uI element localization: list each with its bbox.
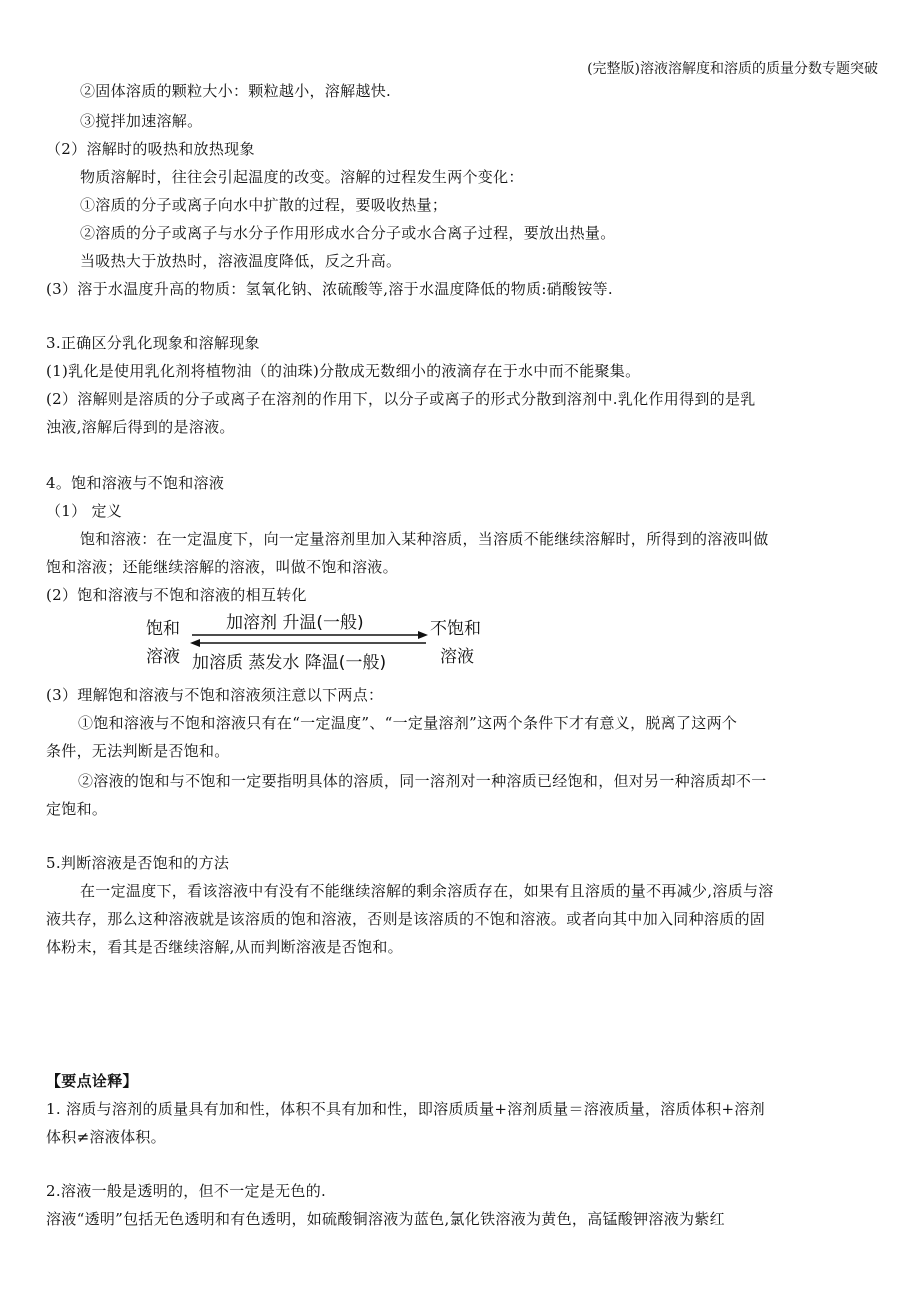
diagram-left-top: 饱和 (146, 619, 180, 639)
text-line: 体粉末，看其是否继续溶解,从而判断溶液是否饱和。 (46, 938, 403, 956)
diagram-right-top: 不饱和 (430, 619, 481, 639)
text-line: 体积≠溶液体积。 (46, 1128, 166, 1146)
section-heading: 5.判断溶液是否饱和的方法 (46, 854, 230, 872)
text-line: ②固体溶质的颗粒大小：颗粒越小，溶解越快. (80, 82, 392, 100)
text-line: ②溶液的饱和与不饱和一定要指明具体的溶质，同一溶剂对一种溶质已经饱和，但对另一种溶质却不一 (78, 772, 767, 790)
diagram-top-label: 加溶剂 升温(一般) (226, 613, 364, 633)
diagram-bottom-label: 加溶质 蒸发水 降温(一般) (192, 653, 387, 673)
text-line: 液共存，那么这种溶液就是该溶质的饱和溶液，否则是该溶质的不饱和溶液。或者向其中加入同种溶质的固 (46, 910, 766, 928)
text-line: 1. 溶质与溶剂的质量具有加和性，体积不具有加和性，即溶质质量+溶剂质量＝溶液质量，溶质体积+溶剂 (46, 1100, 765, 1118)
text-line: 2.溶液一般是透明的，但不一定是无色的. (46, 1182, 327, 1200)
text-line: (2）溶解则是溶质的分子或离子在溶剂的作用下，以分子或离子的形式分散到溶剂中.乳化作用得到的是乳 (46, 390, 756, 408)
text-line: 溶液“透明”包括无色透明和有色透明，如硫酸铜溶液为蓝色,氯化铁溶液为黄色，高锰酸钾溶液为紫红 (46, 1210, 725, 1228)
section-subheading: (2）饱和溶液与不饱和溶液的相互转化 (46, 586, 307, 604)
key-points-heading: 【要点诠释】 (46, 1072, 138, 1090)
text-line: (3）溶于水温度升高的物质：氢氧化钠、浓硫酸等,溶于水温度降低的物质:硝酸铵等. (46, 280, 613, 298)
page-header-title: (完整版)溶液溶解度和溶质的质量分数专题突破 (587, 61, 878, 77)
text-line: ①溶质的分子或离子向水中扩散的过程，要吸收热量； (80, 196, 448, 214)
text-line: 当吸热大于放热时，溶液温度降低，反之升高。 (80, 252, 402, 270)
section-subheading: （2）溶解时的吸热和放热现象 (46, 140, 255, 158)
diagram-arrows (140, 608, 500, 674)
text-line: 浊液,溶解后得到的是溶液。 (46, 418, 235, 436)
text-line: (1)乳化是使用乳化剂将植物油（的油珠)分散成无数细小的液滴存在于水中而不能聚集。 (46, 362, 641, 380)
text-line: 物质溶解时，往往会引起温度的改变。溶解的过程发生两个变化： (80, 168, 524, 186)
text-line: 在一定温度下，看该溶液中有没有不能继续溶解的剩余溶质存在，如果有且溶质的量不再减少,溶质与溶 (80, 882, 774, 900)
conversion-diagram (140, 608, 500, 674)
forward-arrowhead (418, 631, 428, 639)
backward-arrowhead (190, 639, 200, 647)
section-heading: 3.正确区分乳化现象和溶解现象 (46, 334, 260, 352)
text-line: ③搅拌加速溶解。 (80, 112, 203, 130)
section-subheading: （1） 定义 (46, 502, 123, 520)
diagram-right-bottom: 溶液 (440, 647, 474, 667)
diagram-left-bottom: 溶液 (146, 647, 180, 667)
text-line: 饱和溶液：在一定温度下，向一定量溶剂里加入某种溶质，当溶质不能继续溶解时，所得到的溶液叫做 (80, 530, 769, 548)
text-line: ②溶质的分子或离子与水分子作用形成水合分子或水合离子过程，要放出热量。 (80, 224, 616, 242)
text-line: ①饱和溶液与不饱和溶液只有在“一定温度”、“一定量溶剂”这两个条件下才有意义，脱离了这两个 (78, 714, 738, 732)
text-line: 条件，无法判断是否饱和。 (46, 742, 230, 760)
section-subheading: (3）理解饱和溶液与不饱和溶液须注意以下两点： (46, 686, 384, 704)
text-line: 饱和溶液；还能继续溶解的溶液，叫做不饱和溶液。 (46, 558, 398, 576)
text-line: 定饱和。 (46, 800, 108, 818)
section-heading: 4。饱和溶液与不饱和溶液 (46, 474, 225, 492)
